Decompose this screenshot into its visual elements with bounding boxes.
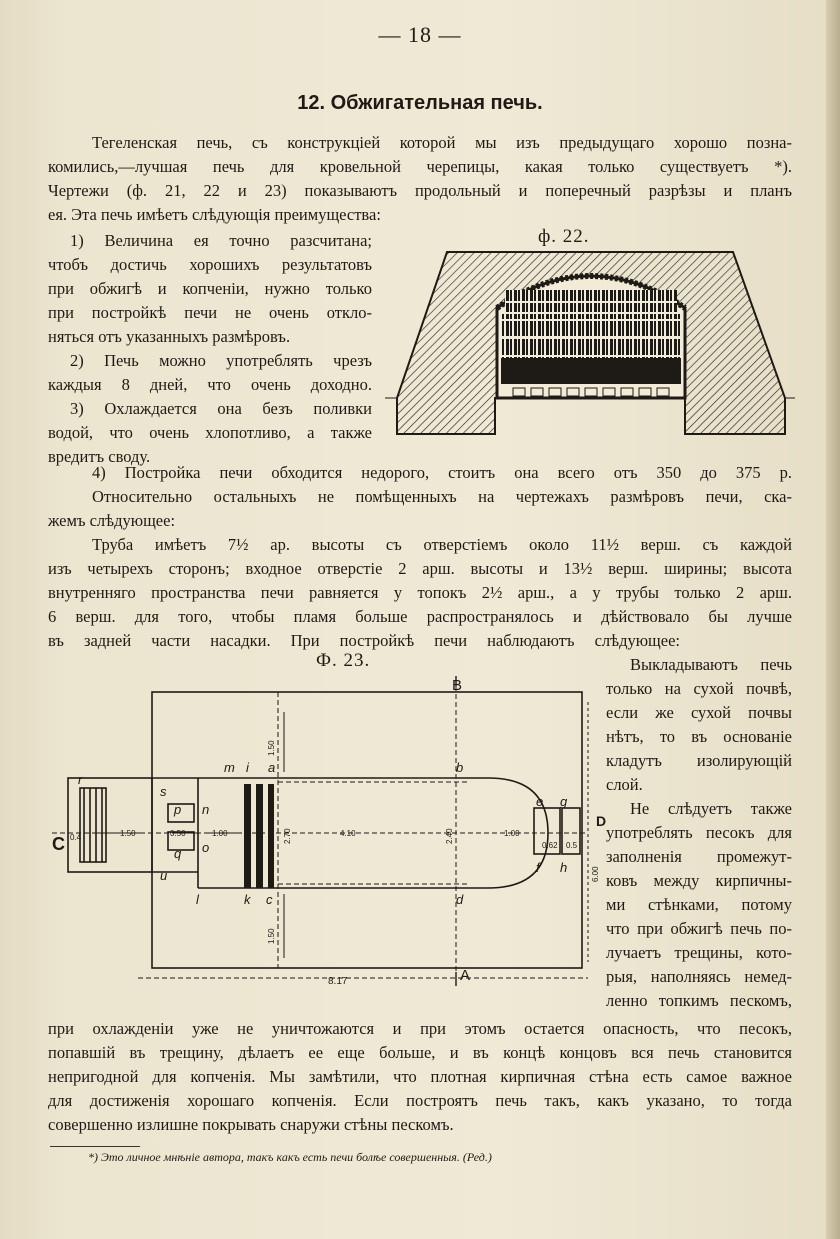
right-line: ленно топкимъ пескомъ,	[606, 991, 792, 1010]
label-i: i	[246, 760, 249, 775]
right-line: нѣтъ, то въ основаніе	[606, 727, 792, 746]
intro-line: Тегеленская печь, съ конструкціей которой мы изъ предыдущаго хорошо позна-	[92, 133, 792, 152]
body-line: въ задней части насадки. При постройкѣ печи наблюдаютъ слѣдующее:	[48, 631, 680, 650]
label-o: o	[202, 840, 210, 855]
left-line: при обжигѣ и копченіи, нужно только	[48, 279, 372, 298]
figure-22-cross-section	[385, 248, 795, 436]
footnote: *) Это личное мнѣніе автора, такъ какъ есть печи болѣе совершенныя. (Ред.)	[88, 1150, 492, 1164]
left-line: при постройкѣ печи не очень откло-	[48, 303, 372, 322]
label-c: c	[266, 892, 273, 907]
label-m: m	[224, 760, 235, 775]
right-line: ми стѣнками, потому	[606, 895, 792, 914]
right-line: Выкладываютъ печь	[630, 655, 792, 674]
right-line: Не слѣдуетъ также	[630, 799, 792, 818]
dim-410: 4.10	[340, 829, 356, 838]
closing-line: совершенно излишне покрывать снаружи стѣны пескомъ.	[48, 1115, 454, 1134]
label-C: C	[52, 834, 65, 854]
body-line: изъ четырехъ сторонъ; входное отверстіе 2 арш. высоты и 13½ верш. ширины; высота	[48, 559, 792, 578]
left-line: 2) Печь можно употреблять чрезъ	[70, 351, 372, 370]
left-line: няться отъ указанныхъ размѣровъ.	[48, 327, 291, 346]
page-number: — 18 —	[378, 22, 462, 47]
dim-062: 0.62	[542, 841, 558, 850]
right-line: кладутъ изолирующій	[606, 751, 792, 770]
label-e: e	[536, 794, 544, 809]
intro-line: ея. Эта печь имѣетъ слѣдующія преимущества:	[48, 205, 381, 224]
figure-22-label: ф. 22.	[538, 226, 590, 247]
body-line: 6 верш. для того, чтобы пламя больше распространялось и дѣйствовало бы лучше	[48, 607, 792, 626]
dim-bottom: 1.50	[267, 928, 276, 944]
closing-line: для достиженія хорошаго копченія. Если построятъ печь такъ, какъ указано, то тогда	[48, 1091, 792, 1110]
right-line: лучаетъ трещины, кото-	[606, 943, 792, 962]
label-s: s	[160, 784, 167, 799]
right-line: употреблять песокъ для	[606, 823, 792, 842]
label-d: d	[456, 892, 464, 907]
label-n: n	[202, 802, 210, 817]
left-line: вредитъ своду.	[48, 447, 151, 466]
dim-240: 2.40	[445, 828, 454, 844]
section-title: 12. Обжигательная печь.	[297, 92, 543, 114]
label-q: q	[174, 846, 182, 861]
dim-total: 8.17	[328, 976, 348, 987]
right-line: ковъ между кирпичны-	[606, 871, 792, 890]
right-line: слой.	[606, 775, 643, 794]
label-g: g	[560, 794, 568, 809]
body-line: внутренняго пространства печи равняется у топокъ 2½ арш., а у трубы только 2 арш.	[48, 583, 792, 602]
left-line: водой, что очень хлопотливо, а также	[48, 423, 372, 442]
label-p: p	[174, 802, 182, 817]
label-r: r	[78, 772, 83, 787]
label-D: D	[596, 813, 607, 829]
dim-left-small: 0.4	[70, 833, 82, 842]
dim-100b: 1.00	[504, 829, 520, 838]
right-line: если же сухой почвы	[606, 703, 792, 722]
closing-line: непригодной для копченія. Мы замѣтили, что плотная кирпичная стѣна есть самое важное	[48, 1067, 792, 1086]
dim-050: 0.50	[170, 829, 186, 838]
page-edge	[826, 0, 840, 1239]
dim-top: 1.50	[267, 740, 276, 756]
body-line: Труба имѣетъ 7½ ар. высоты съ отверстіемъ около 11½ верш. съ каждой	[92, 535, 792, 554]
dim-150: 1.50	[120, 829, 136, 838]
body-line: Относительно остальныхъ не помѣщенныхъ на чертежахъ размѣровъ печи, ска-	[92, 487, 792, 506]
label-a: a	[268, 760, 276, 775]
label-f: f	[536, 860, 540, 875]
closing-line: попавшій въ трещину, дѣлаетъ ее еще больше, и въ концѣ концовъ вся печь становится	[48, 1043, 792, 1062]
figure-23-label: Ф. 23.	[316, 650, 371, 671]
intro-line: Чертежи (ф. 21, 22 и 23) показываютъ продольный и поперечный разрѣзы и планъ	[48, 181, 792, 200]
dim-right: 6.00	[591, 866, 600, 882]
label-A: A	[460, 967, 471, 984]
right-line: заполненія промежут-	[606, 847, 792, 866]
figure-23-plan	[48, 672, 608, 992]
label-k: k	[244, 892, 251, 907]
body-line: 4) Постройка печи обходится недорого, стоитъ она всего отъ 350 до 375 р.	[92, 463, 792, 482]
closing-line: при охлажденіи уже не уничтожаются и при этомъ остается опасность, что песокъ,	[48, 1019, 792, 1038]
intro-line: комились,—лучшая печь для кровельной черепицы, какая только существуетъ *).	[48, 157, 792, 176]
label-h: h	[560, 860, 568, 875]
left-line: 1) Величина ея точно разсчитана;	[70, 231, 372, 250]
right-line: только на сухой почвѣ,	[606, 679, 792, 698]
right-line: рыя, наполняясь немед-	[606, 967, 792, 986]
label-u: u	[160, 868, 168, 883]
label-b: b	[456, 760, 464, 775]
dim-270: 2.70	[283, 828, 292, 844]
footnote-rule	[50, 1146, 140, 1147]
left-line: 3) Охлаждается она безъ поливки	[70, 399, 372, 418]
left-line: чтобъ достичь хорошихъ результатовъ	[48, 255, 372, 274]
right-line: что при обжигѣ печь по-	[606, 919, 792, 938]
left-line: каждыя 8 дней, что очень доходно.	[48, 375, 372, 394]
dim-05: 0.5	[566, 841, 578, 850]
body-line: жемъ слѣдующее:	[48, 511, 176, 530]
label-B: B	[452, 677, 463, 694]
label-l: l	[196, 892, 199, 907]
dim-100a: 1.00	[212, 829, 228, 838]
